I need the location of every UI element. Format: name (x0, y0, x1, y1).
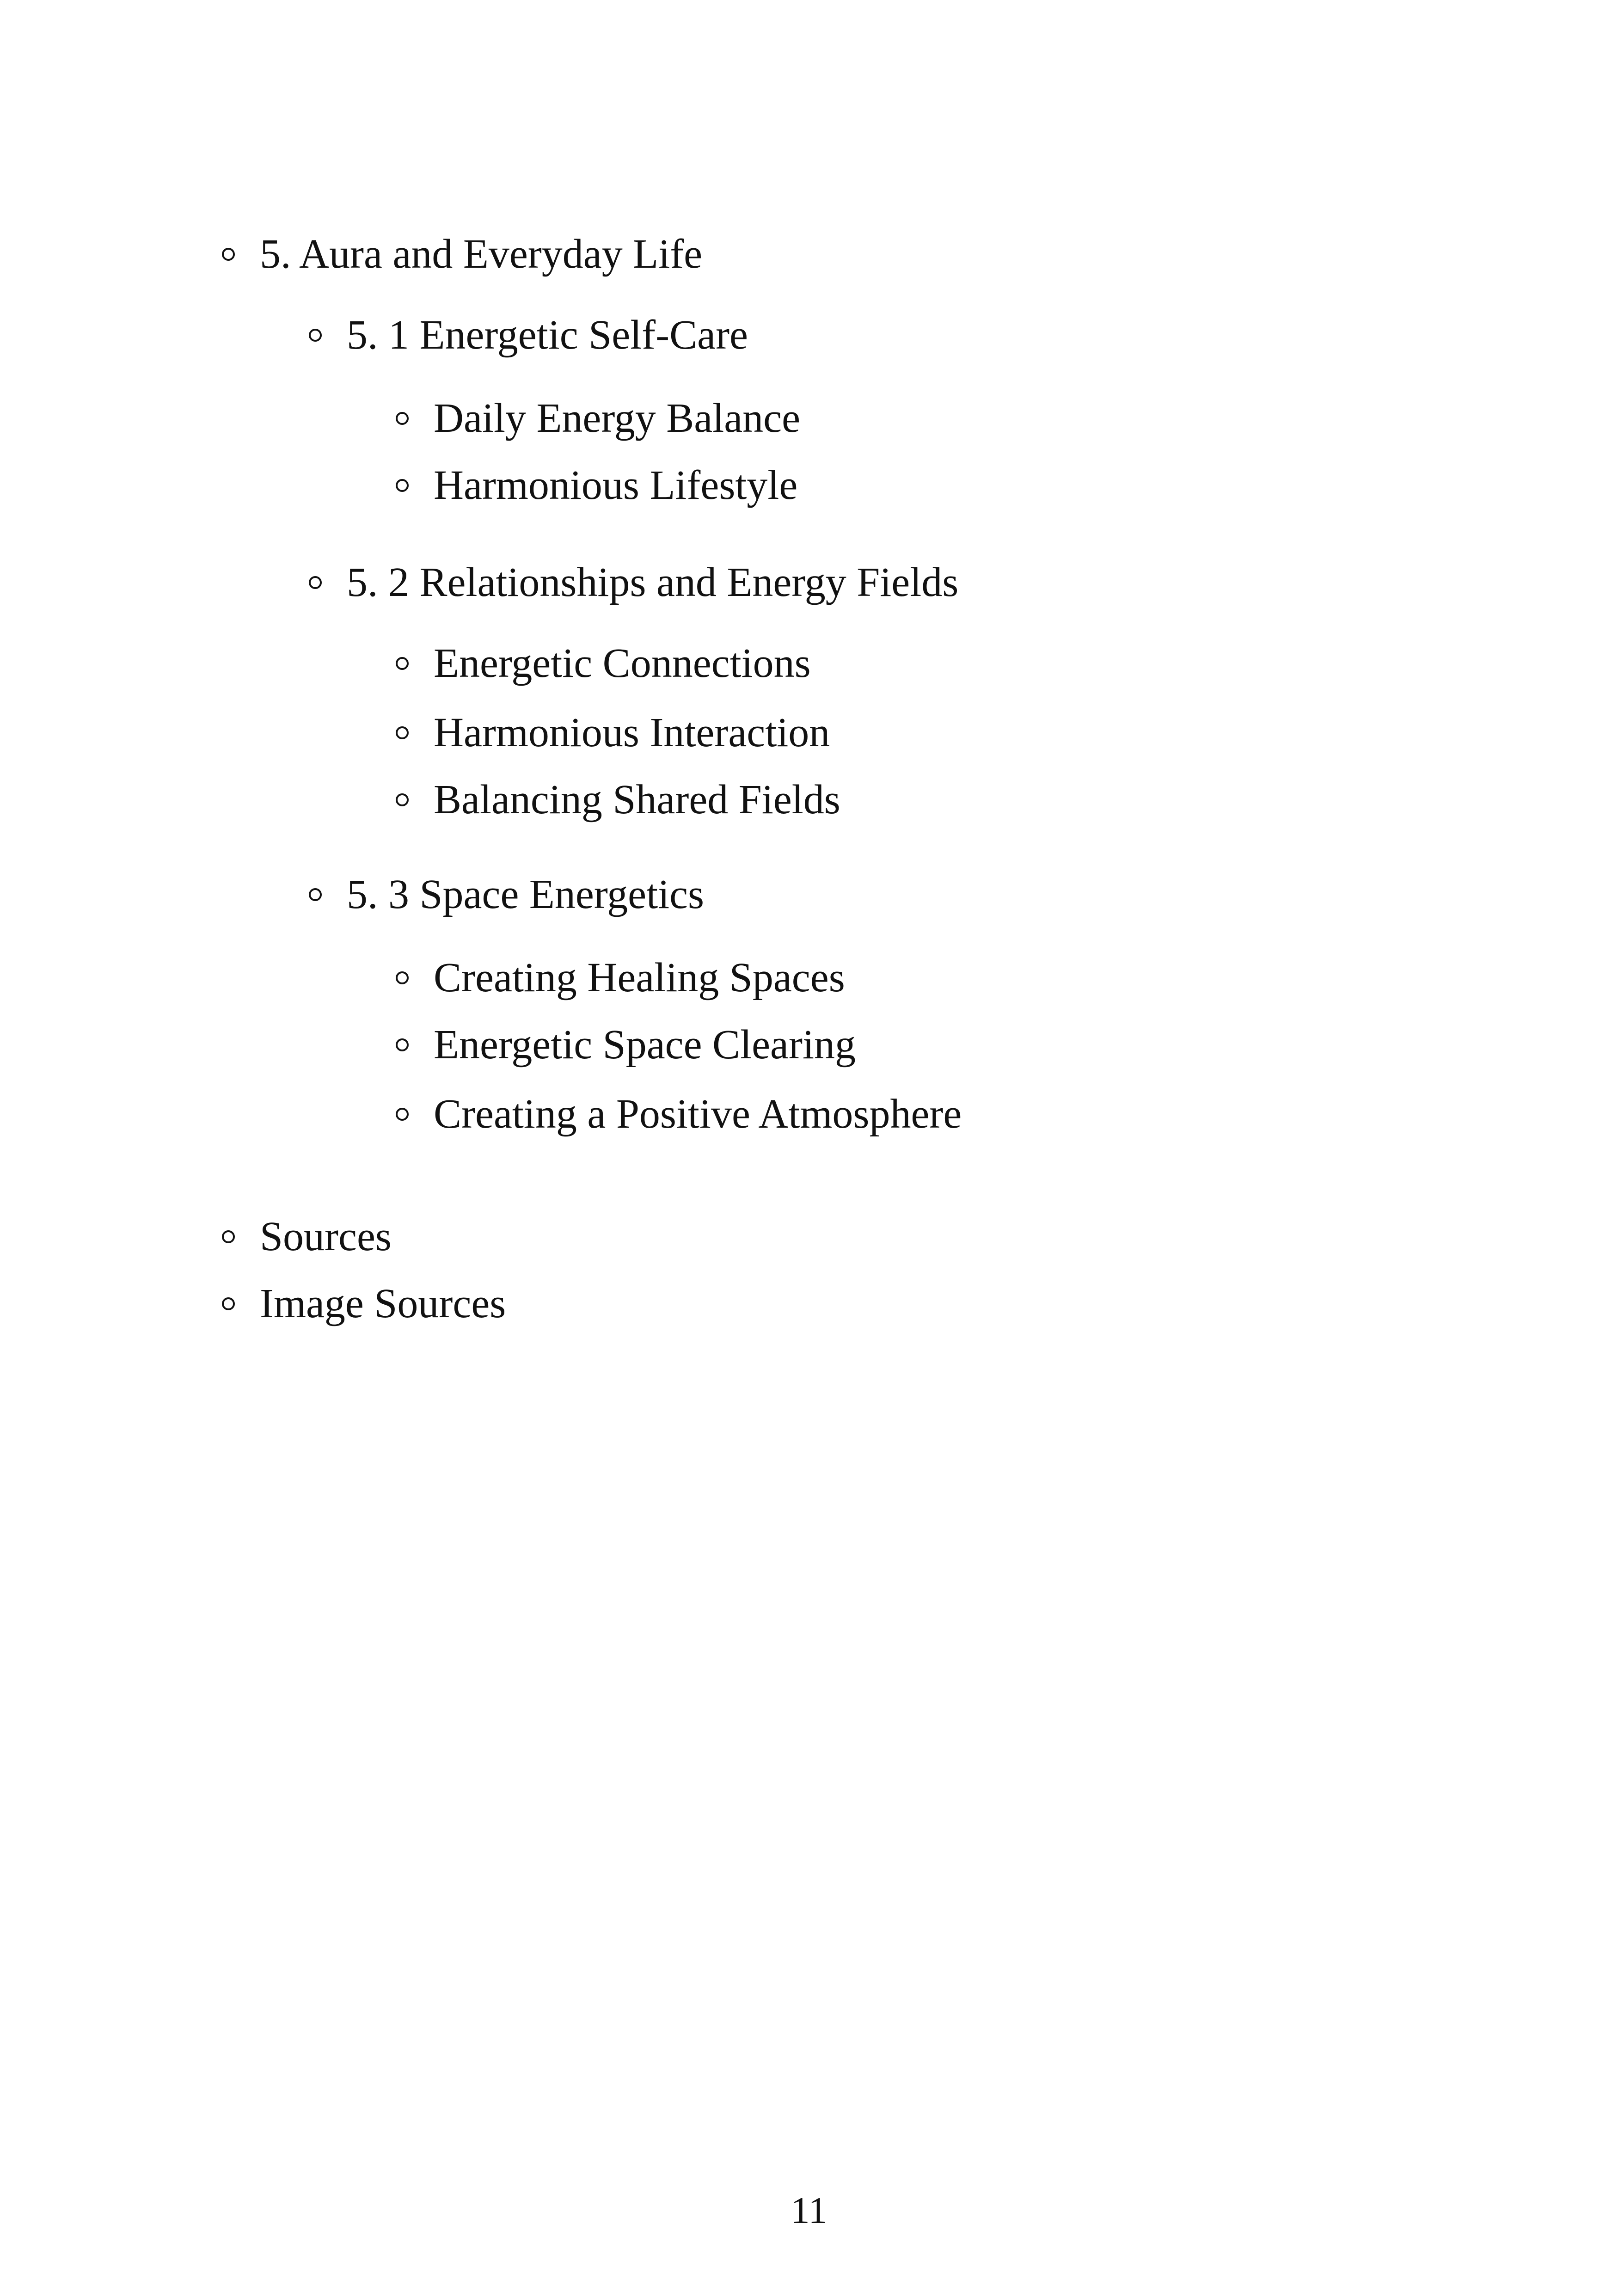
circle-bullet-icon (396, 657, 409, 670)
toc-entry-energetic-connections[interactable] (396, 640, 811, 687)
circle-bullet-icon (396, 726, 409, 739)
toc-entry-label: Energetic Connections (434, 640, 811, 686)
toc-entry-label: Creating a Positive Atmosphere (434, 1091, 962, 1137)
toc-entry-label: Image Sources (260, 1281, 506, 1326)
circle-bullet-icon (396, 793, 409, 806)
toc-entry-daily-energy-balance[interactable] (396, 395, 800, 442)
toc-entry-sources[interactable] (222, 1214, 392, 1260)
toc-entry-label: 5. 2 Relationships and Energy Fields (347, 559, 959, 605)
toc-entry-label: Creating Healing Spaces (434, 955, 845, 1001)
circle-bullet-icon (396, 1108, 409, 1121)
toc-entry-aura-everyday-life[interactable] (222, 231, 702, 277)
toc-entry-balancing-shared-fields[interactable] (396, 777, 840, 823)
circle-bullet-icon (309, 329, 322, 342)
toc-entry-label: Harmonious Lifestyle (434, 462, 798, 508)
toc-entry-energetic-space-clearing[interactable] (396, 1022, 856, 1068)
toc-entry-label: Energetic Space Clearing (434, 1022, 856, 1068)
toc-entry-label: Daily Energy Balance (434, 395, 801, 441)
page-number: 11 (791, 2189, 827, 2231)
toc-entry-label: 5. Aura and Everyday Life (260, 231, 703, 277)
toc-entry-label: Harmonious Interaction (434, 710, 830, 755)
circle-bullet-icon (309, 888, 322, 901)
toc-entry-label: Balancing Shared Fields (434, 777, 840, 823)
circle-bullet-icon (222, 1297, 235, 1310)
circle-bullet-icon (222, 1230, 235, 1243)
toc-entry-image-sources[interactable] (222, 1281, 506, 1327)
circle-bullet-icon (396, 1038, 409, 1051)
circle-bullet-icon (396, 479, 409, 492)
toc-entry-label: 5. 3 Space Energetics (347, 872, 705, 917)
toc-entry-space-energetics[interactable] (309, 872, 704, 918)
toc-entry-harmonious-lifestyle[interactable] (396, 462, 797, 509)
toc-entry-harmonious-interaction[interactable] (396, 710, 830, 756)
toc-entry-energetic-self-care[interactable] (309, 312, 748, 358)
circle-bullet-icon (309, 576, 322, 589)
circle-bullet-icon (396, 971, 409, 984)
toc-entry-relationships-energy-fields[interactable] (309, 559, 958, 606)
toc-entry-positive-atmosphere[interactable] (396, 1091, 962, 1137)
circle-bullet-icon (222, 248, 235, 261)
toc-entry-label: Sources (260, 1214, 392, 1259)
toc-entry-creating-healing-spaces[interactable] (396, 955, 845, 1001)
circle-bullet-icon (396, 412, 409, 425)
toc-entry-label: 5. 1 Energetic Self-Care (347, 312, 748, 358)
